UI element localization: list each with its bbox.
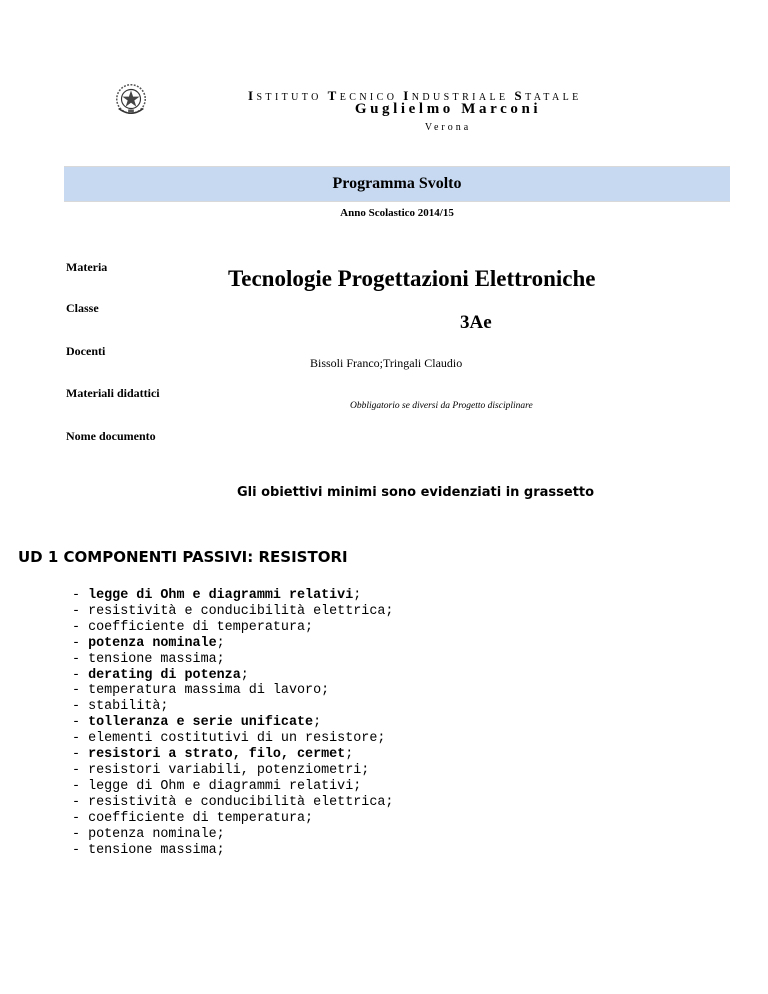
- institute-name: Guglielmo Marconi: [354, 101, 542, 117]
- list-item: - legge di Ohm e diagrammi relativi;: [72, 778, 362, 794]
- list-item: - tolleranza e serie unificate;: [72, 715, 322, 731]
- institute-city: Verona: [424, 122, 472, 133]
- institute-type-word: STATALE: [514, 88, 582, 103]
- docenti-value: Bissoli Franco;Tringali Claudio: [310, 356, 463, 370]
- list-item: - temperatura massima di lavoro;: [72, 683, 330, 699]
- materia-value: Tecnologie Progettazioni Elettroniche: [228, 266, 596, 291]
- list-item: - coefficiente di temperatura;: [72, 619, 314, 635]
- list-item: - elementi costitutivi di un resistore;: [72, 731, 386, 747]
- list-item: - coefficiente di temperatura;: [72, 810, 314, 826]
- unit-topics-list: [72, 588, 393, 858]
- list-item: - resistori a strato, filo, cermet;: [72, 747, 354, 763]
- docenti-label: Docenti: [66, 344, 106, 358]
- banner-title: Programma Svolto: [332, 175, 462, 192]
- nome-documento-label: Nome documento: [66, 429, 156, 443]
- minimum-objectives-note: Gli obiettivi minimi sono evidenziati in grassetto: [237, 485, 595, 500]
- institute-type-word: ISTITUTO: [248, 88, 322, 103]
- list-item: - potenza nominale;: [72, 826, 225, 842]
- list-item: - tensione massima;: [72, 651, 225, 667]
- list-item: - legge di Ohm e diagrammi relativi;: [72, 588, 362, 603]
- materia-label: Materia: [66, 260, 108, 274]
- school-year: Anno Scolastico 2014/15: [340, 207, 454, 219]
- materiali-label: Materiali didattici: [66, 386, 160, 400]
- unit-title: UD 1 COMPONENTI PASSIVI: RESISTORI: [18, 548, 348, 566]
- list-item: - derating di potenza;: [72, 667, 249, 683]
- document-type-banner: [64, 166, 730, 202]
- list-item: - resistività e conducibilità elettrica;: [72, 794, 394, 810]
- classe-label: Classe: [66, 301, 99, 315]
- list-item: - tensione massima;: [72, 842, 225, 858]
- list-item: - resistività e conducibilità elettrica;: [72, 603, 394, 619]
- list-item: - stabilità;: [72, 699, 169, 715]
- list-item: - resistori variabili, potenziometri;: [72, 762, 370, 778]
- classe-value: 3Ae: [460, 312, 492, 333]
- institute-type-word: INDUSTRIALE: [403, 88, 509, 103]
- materiali-value: Obbligatorio se diversi da Progetto disciplinare: [350, 401, 533, 411]
- institute-type-word: TECNICO: [327, 88, 398, 103]
- list-item: - potenza nominale;: [72, 635, 225, 651]
